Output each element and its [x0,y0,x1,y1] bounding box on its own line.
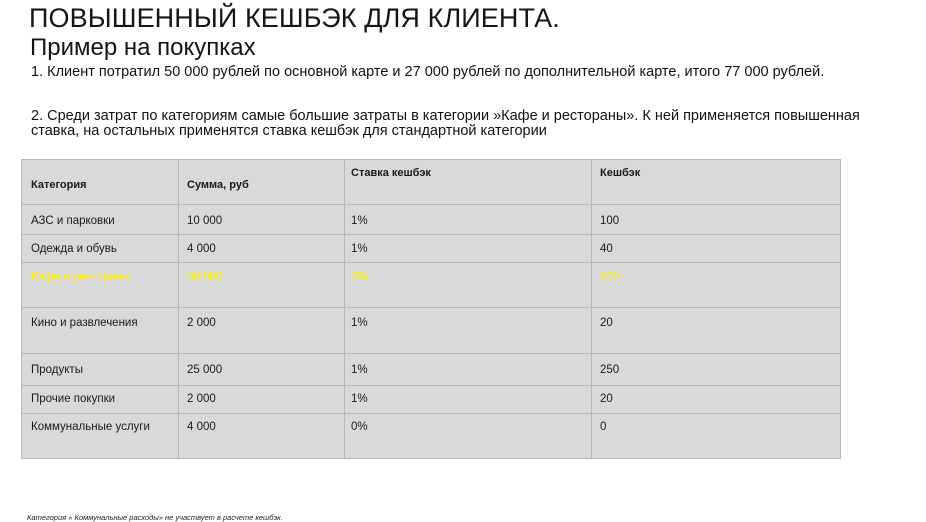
table-header-row [22,160,840,205]
footnote: Категория « Коммунальные расходы» не участвует в расчете кешбэк. [27,513,283,522]
table-row [22,235,840,263]
header-category: Категория [22,160,179,204]
cell-cashback: 20 [600,317,613,329]
cell-cashback: 250 [600,364,620,376]
cell-cashback: 100 [600,215,620,227]
paragraph-2: 2. Среди затрат по категориям самые большие затраты в категории »Кафе и рестораны». К ней применяется повышенная ставка, на остальных применятся ставка кешбэк для стандартной категории [31,108,860,139]
table-row [22,354,840,386]
table-row [22,205,840,235]
cell-amount: 2 000 [179,386,345,413]
table-row [22,308,840,354]
paragraph-1: 1. Клиент потратил 50 000 рублей по основной карте и 27 000 рублей по дополнительной карте, итого 77 000 рублей. [31,64,825,80]
cell-category: Одежда и обувь [22,235,179,262]
cell-amount: 30 000 [179,263,345,307]
table-row [22,386,840,414]
cell-cashback: 0 [600,421,607,433]
cell-rate: 1% [345,235,592,262]
cell-category: Прочие покупки [22,386,179,413]
cashback-table [21,159,841,459]
cell-rate: 0% [345,414,592,458]
cell-category: Продукты [22,354,179,385]
header-rate: Ставка кешбэк [345,160,592,204]
cell-rate: 1% [345,354,592,385]
cell-rate: 1% [345,205,592,234]
table-row [22,414,840,458]
cell-amount: 2 000 [179,308,345,353]
cell-category: Кафе и рестораны [22,263,179,307]
page-title: ПОВЫШЕННЫЙ КЕШБЭК ДЛЯ КЛИЕНТА. [29,3,560,33]
cell-category: АЗС и парковки [22,205,179,234]
cell-cashback: 20 [600,393,613,405]
table-row-highlighted [22,263,840,308]
cell-rate: 1% [345,386,592,413]
cell-amount: 10 000 [179,205,345,234]
cell-rate: 1% [345,308,592,353]
header-amount: Сумма, руб [179,160,345,204]
header-cashback: Кешбэк [600,167,641,179]
cell-cashback: 40 [600,243,613,255]
cell-amount: 4 000 [179,235,345,262]
cell-cashback: 900 [600,271,620,283]
cell-category: Коммунальные услуги [22,414,179,458]
cell-rate: 3% [345,263,592,307]
page-subtitle: Пример на покупках [30,34,256,61]
cell-amount: 25 000 [179,354,345,385]
cell-category: Кино и развлечения [22,308,179,353]
cell-amount: 4 000 [179,414,345,458]
